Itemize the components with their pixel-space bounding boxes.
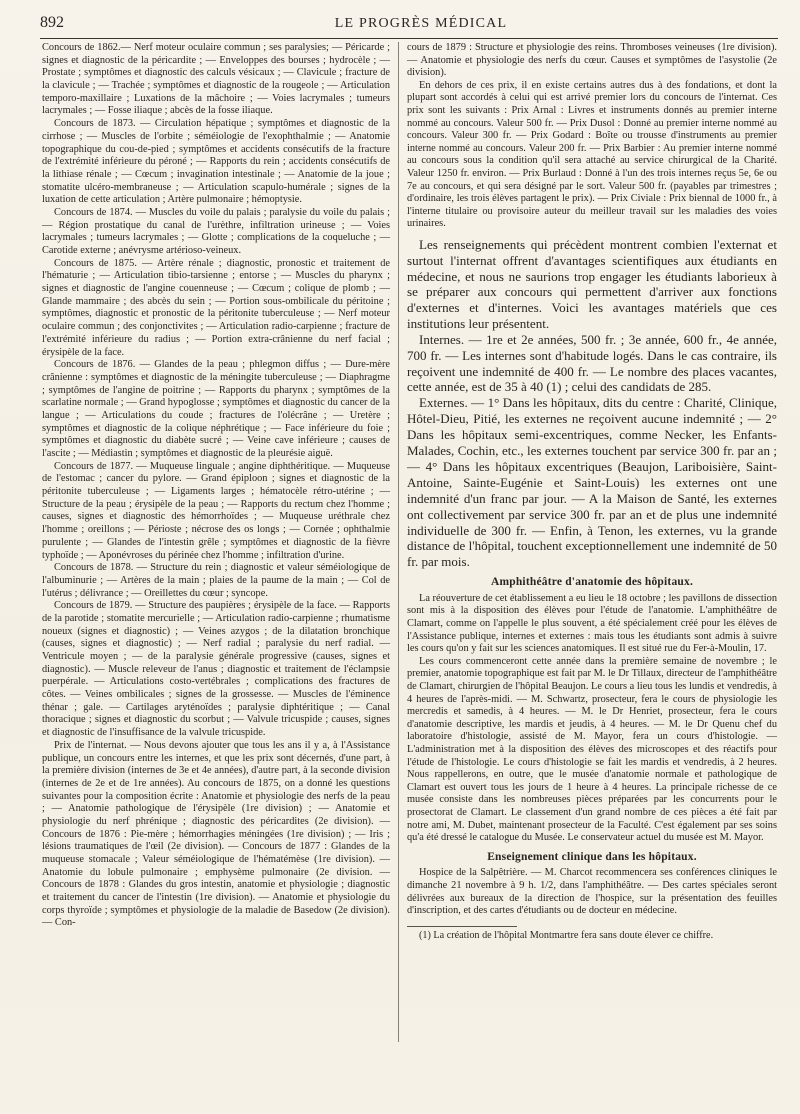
section-title: Amphithéâtre d'anatomie des hôpitaux. — [490, 576, 694, 589]
article-paragraph: Concours de 1862.— Nerf moteur oculaire commun ; ses paralysies; — Péricarde ; signes et diagnostic de la péricardite ; — Enveloppes des bourses ; hydrocèle ; — Prostate ; symptômes et diagnostic des calculs vésicaux ; — Clavicule ; fracture de la clavicule ; — Trachée ; symptômes et diagnostic de la rougeole ; — Articulation temporo-maxillaire ; Luxations de la mâchoire ; — Voies lacrymales ; tumeurs lacrymales ; — Fosse iliaque ; abcès de la fosse iliaque. — [42, 42, 390, 117]
article-paragraph: Concours de 1878. — Structure du rein ; diagnostic et valeur séméiologique de l'albuminurie ; — Artères de la main ; plaies de la paume de la main ; — Col de l'utérus ; délivrance ; — Oreillettes du cœur ; syncope. — [42, 562, 390, 599]
article-paragraph: En dehors de ces prix, il en existe certains autres dus à des fondations, et dont la plupart sont accordés à celui qui est arrivé premier lors du concours de l'internat. Ces prix sont les suivants : Prix Arnal : Livres et instruments donnés au premier interne nommé au concours. Valeur 500 fr. — Prix Dusol : Donné au premier interne nommé au concours. Valeur 300 fr. — Prix Godard : Boîte ou trousse d'instruments au premier interne nommé au concours. Valeur 200 fr. — Prix Barbier : Au premier interne nommé au concours sous la condition qu'il sera attaché au service chirurgical de la Charité. Valeur 1250 fr. environ. — Prix Burlaud : Donné à l'un des trois internes reçus 5e, 6e ou 7e au concours, et qui sera désigné par le sort. Valeur 500 fr. (payables par trimestres ; d'ordinaire, les trois élèves partagent le prix). — Prix Civiale : Prix biennal de 1000 fr., à l'interne titulaire ou provisoire auteur du meilleur travail sur les maladies des voies urinaires. — [407, 79, 777, 230]
article-paragraph: La réouverture de cet établissement a eu lieu le 18 octobre ; les pavillons de dissection sont mis à la disposition des élèves pour l'étude de l'anatomie. L'amphithéâtre de Clamart, comme on l'appelle le plus souvent, a été spécialement créé pour les élèves de l'Assistance publique, internes et externes : mais tous les étudiants sont admis à suivre les cours qu'on y fait sur les sciences anatomiques. Il est situé rue du Fer-à-Moulin, 17. — [407, 592, 777, 655]
article-paragraph: Internes. — 1re et 2e années, 500 fr. ; 3e année, 600 fr., 4e année, 700 fr. — Les internes sont d'habitude logés. Dans le cas contraire, ils reçoivent une indemnité de 400 fr. — Le nombre des places vacantes, cette année, est de 35 à 40 (1) ; celui des candidats de 285. — [407, 331, 777, 395]
article-paragraph: Concours de 1879. — Structure des paupières ; érysipèle de la face. — Rapports de la parotide ; stomatite mercurielle ; — Articulation radio-carpienne ; rhumatisme noueux (signes et diagnostic) ; — Veines azygos ; de la dilatation bronchique (causes, signes et diagnostic) ; — Nerf radial ; paralysie du nerf radial. — Ventricule moyen ; — de la paralysie générale progressive (causes, signes et diagnostic). — Muscle releveur de l'anus ; diagnostic et traitement de l'éclampsie puerpérale. — Articulations costo-vertébrales ; complications des fractures de côtes. — Veines ombilicales ; signes de la grossesse. — Muscles de l'éminence thénar ; gale. — Cartilages aryténoïdes ; paralysie diphtéritique ; — Canal thoracique ; signes et diagnostic du scorbut ; — Valvule tricuspide ; causes, signes et diagnostic de l'insuffisance de la valvule tricuspide. — [42, 600, 390, 739]
footnote: (1) La création de l'hôpital Montmartre fera sans doute élever ce chiffre. — [419, 929, 714, 941]
article-paragraph: Les cours commenceront cette année dans la première semaine de novembre ; le premier, anatomie topographique est fait par M. le Dr Tillaux, directeur de l'amphithéâtre de Clamart, chirurgien de l'hôpital Beaujon. Le cours a lieu tous les lundis et vendredis, à 4 heures de l'après-midi. — M. Schwartz, prosecteur, fera le cours de physiologie les mercredis et samedis, à 4 heures. — M. le Dr Henriet, prosecteur, fera le cours d'anatomie descriptive, les mardis et jeudis, à 4 heures. — M. le Dr Quenu chef du laboratoire d'histologie, assisté de M. Mayor, fera un cours d'histologie. — L'administration met à la disposition des élèves des microscopes et des réactifs pour l'étude de l'histologie. Le cours d'histologie se fait les mardis et vendredis, à 2 heures. Nous rappellerons, en outre, que le musée d'anatomie normale et pathologique de Clamart est ouvert tous les jours de 1 heure à 4 heures. La principale richesse de ce musée consiste dans les nombreuses pièces préparées par les concurrents pour le prosectorat de Clamart. Le classement d'un grand nombre de ces pièces a été fait par notre ami, M. Dubet, maintenant prosecteur de la Faculté. C'est également par ses soins qu'a été dressé le catalogue du Musée. Le conservateur actuel du musée est M. Mayor. — [407, 655, 777, 844]
article-paragraph: Concours de 1875. — Artère rénale ; diagnostic, pronostic et traitement de l'hématurie ; — Articulation tibio-tarsienne ; entorse ; — Muscles du pharynx ; signes et diagnostic de l'angine couenneuse ; — Cœcum ; colique de plomb ; — Glande mammaire ; des abcès du sein ; — Portion sous-ombilicale du péritoine ; symptômes, diagnostic et pronostic de la péritonite tuberculeuse ; — Nerf moteur oculaire commun ; des conjonctivites ; — Articulation radio-carpienne ; fracture de l'extrémité inférieure du radius ; — Portion extra-crânienne du nerf facial ; érysipèle de la face. — [42, 257, 390, 358]
article-paragraph: Hospice de la Salpêtrière. — M. Charcot recommencera ses conférences cliniques le dimanche 21 novembre à 9 h. 1/2, dans l'amphithéâtre. — Des cartes spéciales seront délivrées aux bureaux de la direction de l'hospice, sur la présentation des feuilles d'inscription, et des cartes d'étudiants ou de docteur en médecine. — [407, 867, 777, 917]
header-rule — [40, 38, 778, 39]
article-paragraph: Concours de 1877. — Muqueuse linguale ; angine diphthéritique. — Muqueuse de l'estomac ; cancer du pylore. — Grand épiploon ; signes et diagnostic de la péritonite tuberculeuse ; — Ligaments larges ; hématocèle rétro-utérine ; — Structure de la peau ; érysipèle de la peau ; — Rapports du rectum chez l'homme ; causes, signes et diagnostic des hémorrhoïdes ; — Muqueuse uréthrale chez l'homme ; oreillons ; — Périoste ; nécrose des os longs ; — Cornée ; ophthalmie purulente ; — Glandes de l'intestin grêle ; symptômes et diagnostic de la fièvre typhoïde ; — Aponévroses du périnée chez l'homme ; infiltration d'urine. — [42, 460, 390, 561]
page-header — [40, 14, 778, 36]
right-column — [407, 42, 777, 942]
article-paragraph: Concours de 1873. — Circulation hépatique ; symptômes et diagnostic de la cirrhose ; — Muscles de l'orbite ; séméiologie de l'exophthalmie ; — Anatomie topographique du cou-de-pied ; symptômes et accidents consécutifs de la fracture de l'extrémité inférieure du péroné ; — Rapports du rein ; accidents consécutifs de la lithiase rénale ; — Cœcum ; invagination intestinale ; — Anatomie de la joue ; stomatite ulcéro-membraneuse ; — Articulation scapulo-humérale ; signes de la luxation de cette articulation ; Artère pulmonaire ; hémoptysie. — [42, 118, 390, 206]
article-paragraph: Externes. — 1° Dans les hôpitaux, dits du centre : Charité, Clinique, Hôtel-Dieu, Pitié, les externes ne reçoivent aucune indemnité ; — 2° Dans les hôpitaux semi-excentriques, comme Necker, les Enfants-Malades, Cochin, etc., les externes touchent par service 300 fr. par an ; — 4° Dans les hôpitaux excentriques (Beaujon, Lariboisière, Saint-Antoine, Sainte-Eugénie et Saint-Louis) les externes ont une indemnité d'un franc par jour. — A la Maison de Santé, les externes ont collectivement par service 300 fr. par an et de plus une indemnité individuelle de 300 fr. — Enfin, à Tenon, les externes, vu la grande distance de l'hôpital, touchent exceptionnellement une indemnité de 50 fr. par mois. — [407, 395, 777, 570]
running-title: LE PROGRÈS MÉDICAL — [334, 16, 508, 31]
left-column — [42, 42, 390, 930]
page-number: 892 — [40, 14, 64, 31]
article-paragraph: Prix de l'internat. — Nous devons ajouter que tous les ans il y a, à l'Assistance publique, un concours entre les internes, et que les prix sont décernés, d'une part, à la première division (internes de 3e et 4e années), d'autre part, à la seconde division (internes de 2e et de 1re années). Au concours de 1875, on a donné les questions suivantes pour la composition écrite : Anatomie et physiologie des nerfs de la peau ; — Anatomie pathologique de l'érysipèle (1re division) ; — Anatomie et physiologie du nerf phrénique ; diagnostic des péricardites (2e division). — Concours de 1876 : Pie-mère ; hémorrhagies méningées (1re division) ; — Iris ; lésions traumatiques de l'œil (2e division). — Concours de 1877 : Glandes de la muqueuse stomacale ; Valeur séméiologique de l'hématémèse (1re division). — Anatomie du lobule pulmonaire ; emphysème pulmonaire (2e division. — Concours de 1878 : Glandes du gros intestin, anatomie et physiologie ; diagnostic et traitement du cancer de l'intestin (1re division). — Anatomie et physiologie du corps thyroïde ; symptômes et physiologie de la maladie de Basedow (2e division). — Con- — [42, 739, 390, 929]
article-paragraph: Les renseignements qui précèdent montrent combien l'externat et surtout l'internat offrent d'avantages scientifiques aux étudiants en médecine, et nous ne saurions trop engager les étudiants laborieux à se préparer aux concours qui permettent d'arriver aux fonctions d'externes et d'internes. Voici les avantages matériels que ces institutions leur présentent. — [407, 236, 777, 331]
column-divider — [398, 42, 399, 1042]
article-paragraph: Concours de 1874. — Muscles du voile du palais ; paralysie du voile du palais ; — Région prostatique du canal de l'urèthre, infiltration urineuse ; — Voies lacrymales ; tumeurs lacrymales ; — Glotte ; complications de la coqueluche ; — Carotide externe ; anévrysme artérioso-veineux. — [42, 206, 390, 256]
article-paragraph: cours de 1879 : Structure et physiologie des reins. Thromboses veineuses (1re division). — Anatomie et physiologie des nerfs du cœur. Causes et symptômes de l'asystolie (2e division). — [407, 42, 777, 79]
article-paragraph: Concours de 1876. — Glandes de la peau ; phlegmon diffus ; — Dure-mère crânienne : symptômes et diagnostic de la méningite tuberculeuse ; — Diaphragme ; symptômes de l'angine de poitrine ; — Rapports du pharynx ; symptômes de la scarlatine normale ; — Grand hypoglosse ; symptômes et diagnostic du cancer de la langue ; — Articulations du coude ; fractures de l'olécrâne ; — Uretère ; symptômes et diagnostic de la colique néphrétique ; — Face inférieure du foie ; symptômes et diagnostic du diabète sucré ; — Veine cave inférieure ; causes de l'ascite ; — Médiastin ; symptômes et diagnostic de la pleurésie aiguë. — [42, 359, 390, 459]
section-title: Enseignement clinique dans les hôpitaux. — [487, 850, 697, 863]
footnote-rule — [407, 926, 517, 927]
